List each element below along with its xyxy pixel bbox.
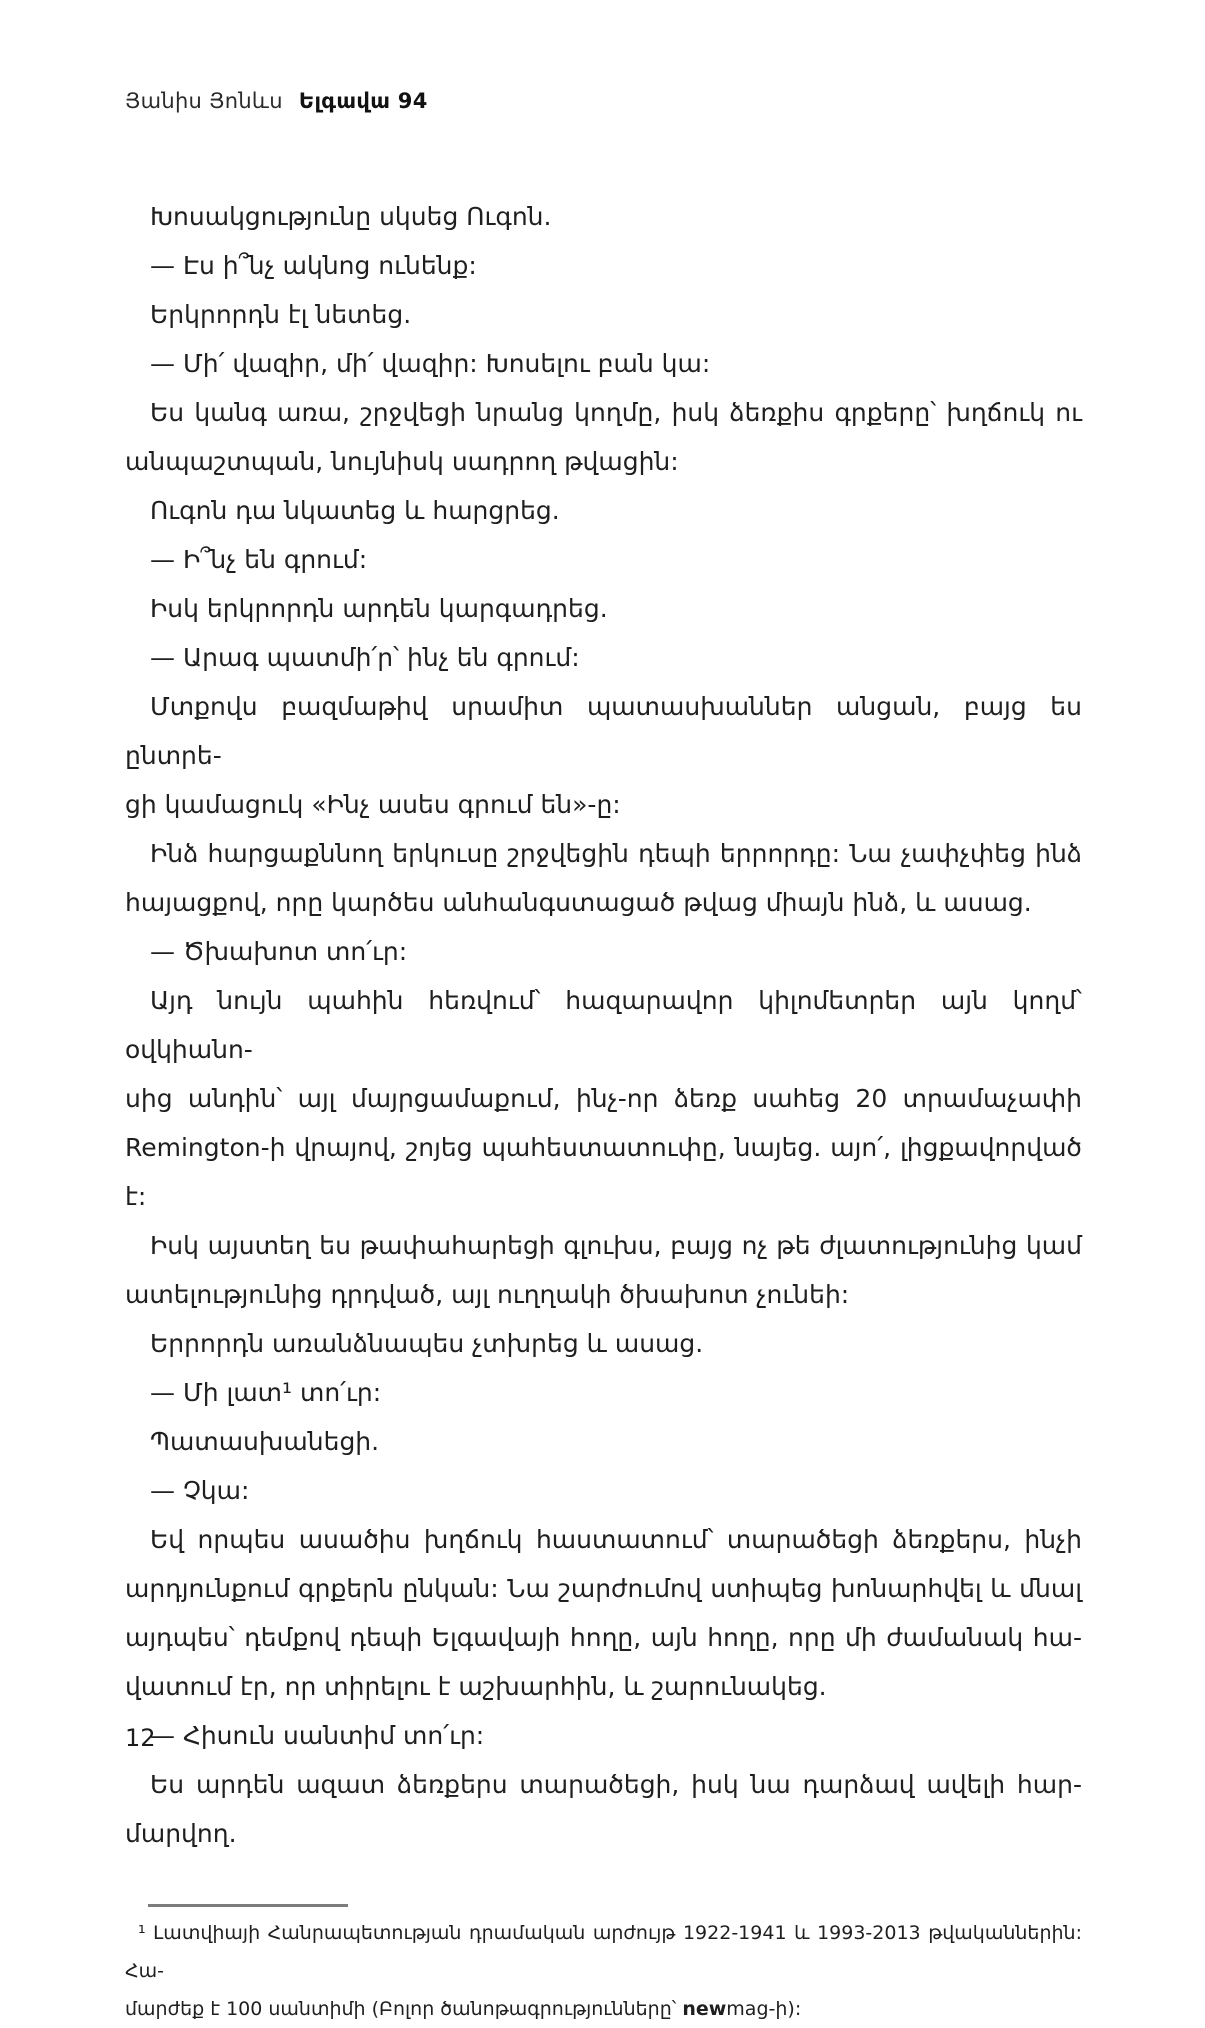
text-line: ատելությունից դրդված, այլ ուղղակի ծխախոտ չունեի: bbox=[125, 1280, 850, 1309]
text-line: Խոսակցությունը սկսեց Ուգոն. bbox=[150, 202, 552, 231]
footnote-line bbox=[125, 1990, 1082, 2028]
text-line: Ես արդեն ազատ ձեռքերս տարածեցի, իսկ նա դարձավ ավելի հար- bbox=[150, 1770, 1082, 1799]
paragraph bbox=[125, 535, 1082, 584]
footnote-separator bbox=[148, 1904, 348, 1907]
text-line: Մտքովս բազմաթիվ սրամիտ պատասխաններ անցան, բայց ես ընտրե- bbox=[125, 692, 1082, 770]
paragraph bbox=[125, 1221, 1082, 1319]
text-line: — Ի՞նչ են գրում: bbox=[150, 545, 368, 574]
text-line: Երկրորդն էլ նետեց. bbox=[150, 300, 412, 329]
text-line: այդպես՝ դեմքով դեպի Ելգավայի հողը, այն հողը, որը մի ժամանակ հա- bbox=[125, 1623, 1082, 1652]
text-line: սից անդին՝ այլ մայրցամաքում, ինչ-որ ձեռք սահեց 20 տրամաչափի bbox=[125, 1084, 1082, 1113]
footnote-segment: ¹ Լատվիայի Հանրապետության դրամական արժույթ 1922-1941 և 1993-2013 թվականներին: Հա- bbox=[125, 1922, 1082, 1982]
text-line: Երրորդն առանձնապես չտխրեց և ասաց. bbox=[150, 1329, 704, 1358]
paragraph bbox=[125, 927, 1082, 976]
text-line: վատում էր, որ տիրելու է աշխարհին, և շարունակեց. bbox=[125, 1672, 827, 1701]
body-text bbox=[125, 192, 1082, 1858]
paragraph bbox=[125, 584, 1082, 633]
paragraph bbox=[125, 192, 1082, 241]
text-line: — Չկա: bbox=[150, 1476, 250, 1505]
paragraph bbox=[125, 976, 1082, 1221]
text-line: Ինձ հարցաքննող երկուսը շրջվեցին դեպի երրորդը: Նա չափչփեց ինձ bbox=[150, 839, 1082, 868]
text-line: Եվ որպես ասածիս խղճուկ հաստատում՝ տարածեցի ձեռքերս, ինչի bbox=[150, 1525, 1082, 1554]
text-line: Այդ նույն պահին հեռվում՝ հազարավոր կիլոմետրեր այն կողմ՝ օվկիանո- bbox=[125, 986, 1082, 1064]
paragraph bbox=[125, 1760, 1082, 1858]
running-head bbox=[125, 88, 1082, 114]
paragraph bbox=[125, 1368, 1082, 1417]
paragraph bbox=[125, 388, 1082, 486]
page-number: 12 bbox=[125, 1724, 156, 1752]
text-line: մարվող. bbox=[125, 1819, 237, 1848]
paragraph bbox=[125, 633, 1082, 682]
text-line: — Հիսուն սանտիմ տո՛ւր: bbox=[150, 1721, 485, 1750]
paragraph bbox=[125, 339, 1082, 388]
footnote-bold-segment: new bbox=[682, 1998, 727, 2020]
text-line: Պատասխանեցի. bbox=[150, 1427, 380, 1456]
paragraph bbox=[125, 1466, 1082, 1515]
text-line: Իսկ այստեղ ես թափահարեցի գլուխս, բայց ոչ թե ժլատությունից կամ bbox=[150, 1231, 1082, 1260]
paragraph bbox=[125, 1515, 1082, 1711]
text-line: — Մի լատ¹ տո՛ւր: bbox=[150, 1378, 382, 1407]
text-line: ցի կամացուկ «Ինչ ասես գրում են»-ը: bbox=[125, 790, 621, 819]
paragraph bbox=[125, 1319, 1082, 1368]
paragraph bbox=[125, 1417, 1082, 1466]
text-line: — Ծխախոտ տո՛ւր: bbox=[150, 937, 408, 966]
text-line: Ես կանգ առա, շրջվեցի նրանց կողմը, իսկ ձեռքիս գրքերը՝ խղճուկ ու bbox=[150, 398, 1082, 427]
footnote-line bbox=[125, 1914, 1082, 1990]
paragraph bbox=[125, 486, 1082, 535]
author-name: Յանիս Յոնևս bbox=[125, 89, 283, 113]
paragraph bbox=[125, 682, 1082, 829]
text-line: արդյունքում գրքերն ընկան: Նա շարժումով ստիպեց խոնարհվել և մնալ bbox=[125, 1574, 1082, 1603]
paragraph bbox=[125, 290, 1082, 339]
footnote-text bbox=[125, 1914, 1082, 2028]
text-line: հայացքով, որը կարծես անհանգստացած թվաց միայն ինձ, և ասաց. bbox=[125, 888, 1032, 917]
text-line: Իսկ երկրորդն արդեն կարգադրեց. bbox=[150, 594, 608, 623]
paragraph bbox=[125, 241, 1082, 290]
text-line: — Արագ պատմի՛ր՝ ինչ են գրում: bbox=[150, 643, 580, 672]
footnote-segment: mag-ի): bbox=[726, 1998, 802, 2020]
paragraph bbox=[125, 829, 1082, 927]
paragraph bbox=[125, 1711, 1082, 1760]
footnote-segment: մարժեք է 100 սանտիմի (Բոլոր ծանոթագրությունները՝ bbox=[125, 1998, 683, 2020]
text-line: Ուգոն դա նկատեց և հարցրեց. bbox=[150, 496, 560, 525]
text-line: անպաշտպան, նույնիսկ սադրող թվացին: bbox=[125, 447, 679, 476]
text-line: Remington-ի վրայով, շոյեց պահեստատուփը, նայեց. այո՛, լիցքավորված է: bbox=[125, 1133, 1082, 1211]
text-line: — Էս ի՞նչ ակնոց ունենք: bbox=[150, 251, 477, 280]
book-title: Ելգավա 94 bbox=[298, 89, 428, 113]
text-line: — Մի՛ վազիր, մի՛ վազիր: Խոսելու բան կա: bbox=[150, 349, 711, 378]
